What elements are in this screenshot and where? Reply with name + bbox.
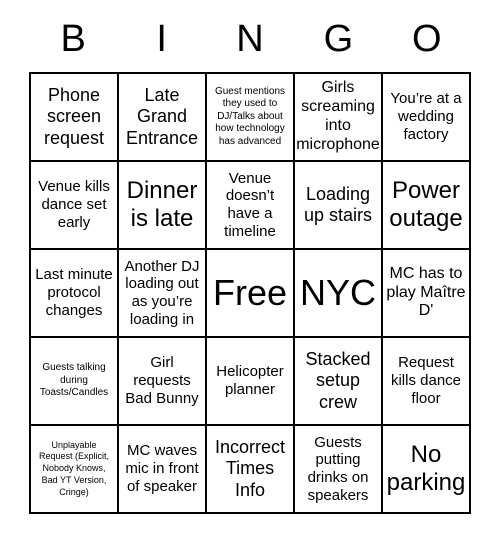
header-letter-i: I [156, 17, 167, 60]
bingo-header [29, 0, 471, 72]
bingo-cell[interactable]: Unplayable Request (Explicit, Nobody Knows, Bad YT Version, Cringe) [30, 425, 118, 513]
bingo-cell[interactable]: Guests talking during Toasts/Candles [30, 337, 118, 425]
bingo-cell[interactable]: Late Grand Entrance [118, 73, 206, 161]
bingo-cell[interactable]: Venue doesn’t have a timeline [206, 161, 294, 249]
header-letter-b: B [60, 17, 86, 60]
bingo-cell[interactable]: No parking [382, 425, 470, 513]
bingo-cell[interactable]: Girl requests Bad Bunny [118, 337, 206, 425]
bingo-card-grid [29, 72, 471, 514]
bingo-cell[interactable]: Phone screen request [30, 73, 118, 161]
bingo-cell[interactable]: Power outage [382, 161, 470, 249]
free-space-cell[interactable]: Free [206, 249, 294, 337]
bingo-cell[interactable]: Dinner is late [118, 161, 206, 249]
bingo-cell[interactable]: Loading up stairs [294, 161, 382, 249]
header-letter-n: N [236, 17, 264, 60]
bingo-cell[interactable]: Guest mentions they used to DJ/Talks about how technology has advanced [206, 73, 294, 161]
bingo-cell[interactable]: Request kills dance floor [382, 337, 470, 425]
bingo-cell[interactable]: Incorrect Times Info [206, 425, 294, 513]
bingo-cell[interactable]: MC waves mic in front of speaker [118, 425, 206, 513]
bingo-cell[interactable]: Stacked setup crew [294, 337, 382, 425]
bingo-cell[interactable]: MC has to play Maître D' [382, 249, 470, 337]
bingo-cell[interactable]: NYC [294, 249, 382, 337]
header-letter-o: O [412, 17, 442, 60]
bingo-cell[interactable]: Venue kills dance set early [30, 161, 118, 249]
bingo-cell[interactable]: Guests putting drinks on speakers [294, 425, 382, 513]
bingo-cell[interactable]: You’re at a wedding factory [382, 73, 470, 161]
bingo-cell[interactable]: Helicopter planner [206, 337, 294, 425]
bingo-cell[interactable]: Another DJ loading out as you’re loading in [118, 249, 206, 337]
header-letter-g: G [323, 17, 354, 60]
bingo-cell[interactable]: Girls screaming into microphone [294, 73, 382, 161]
bingo-cell[interactable]: Last minute protocol changes [30, 249, 118, 337]
